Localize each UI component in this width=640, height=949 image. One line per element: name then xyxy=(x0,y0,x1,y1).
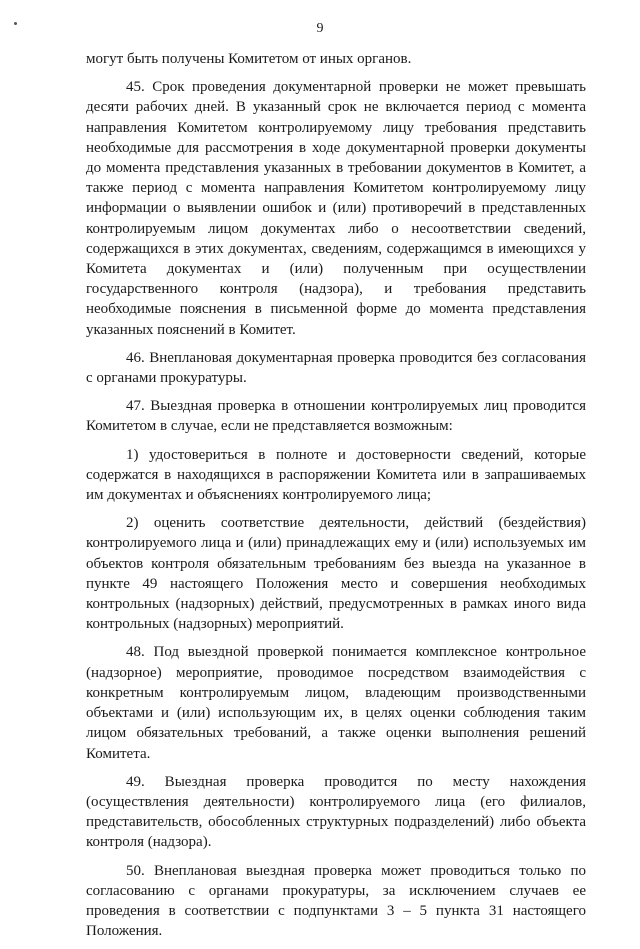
paragraph-47-item-2: 2) оценить соответствие деятельности, действий (бездействия) контролируемого лица и (или) принадлежащих ему и (или) используемых им объектов контроля обязательным требованиям без выезда на указанное в пункте 49 настоящего Положения место и совершения необходимых контрольных (надзорных) действий, предусмотренных в рамках иного вида контрольных (надзорных) мероприятий. xyxy=(86,515,586,633)
paragraph-49: 49. Выездная проверка проводится по месту нахождения (осуществления деятельности) контролируемого лица (его филиалов, представительств, обособленных структурных подразделений) либо объекта контроля (надзора). xyxy=(86,773,586,851)
paragraph-47: 47. Выездная проверка в отношении контролируемых лиц проводится Комитетом в случае, если не представляется возможным: xyxy=(86,398,586,435)
paragraph-45: 45. Срок проведения документарной проверки не может превышать десяти рабочих дней. В указанный срок не включается период с момента направления Комитетом контролируемому лицу требования представить необходимые для рассмотрения в ходе документарной проверки документы до момента представления указанных в требовании документов в Комитет, а также период с момента направления Комитетом контролируемому лицу информации о выявлении ошибок и (или) противоречий в представленных контролируемым лицом документах либо о несоответствии сведений, содержащихся в этих документах, сведениям, содержащимся в имеющихся у Комитета документах и (или) полученным при осуществлении государственного контроля (надзора), и требования представить необходимые пояснения в письменной форме до момента представления указанных пояснений в Комитет. xyxy=(86,79,586,338)
paragraph-46: 46. Внеплановая документарная проверка проводится без согласования с органами прокуратуры. xyxy=(86,349,586,387)
document-body xyxy=(86,49,586,949)
page-number: 9 xyxy=(316,21,324,36)
paragraph-continuation: могут быть получены Комитетом от иных органов. xyxy=(86,51,412,67)
paragraph-47-item-1: 1) удостовериться в полноте и достоверности сведений, которые содержатся в находящихся в распоряжении Комитета или в запрашиваемых им документах и объяснениях контролируемого лица; xyxy=(86,446,586,504)
paragraph-50: 50. Внеплановая выездная проверка может проводиться только по согласованию с органами прокуратуры, за исключением случаев ее проведения в соответствии с подпунктами 3 – 5 пункта 31 настоящего Положения. xyxy=(86,862,586,940)
paragraph-48: 48. Под выездной проверкой понимается комплексное контрольное (надзорное) мероприятие, проводимое посредством взаимодействия с конкретным контролируемым лицом, владеющим производственными объектами и (или) использующим их, в целях оценки соблюдения таким лицом обязательных требований, а также оценки выполнения решений Комитета. xyxy=(86,644,586,762)
